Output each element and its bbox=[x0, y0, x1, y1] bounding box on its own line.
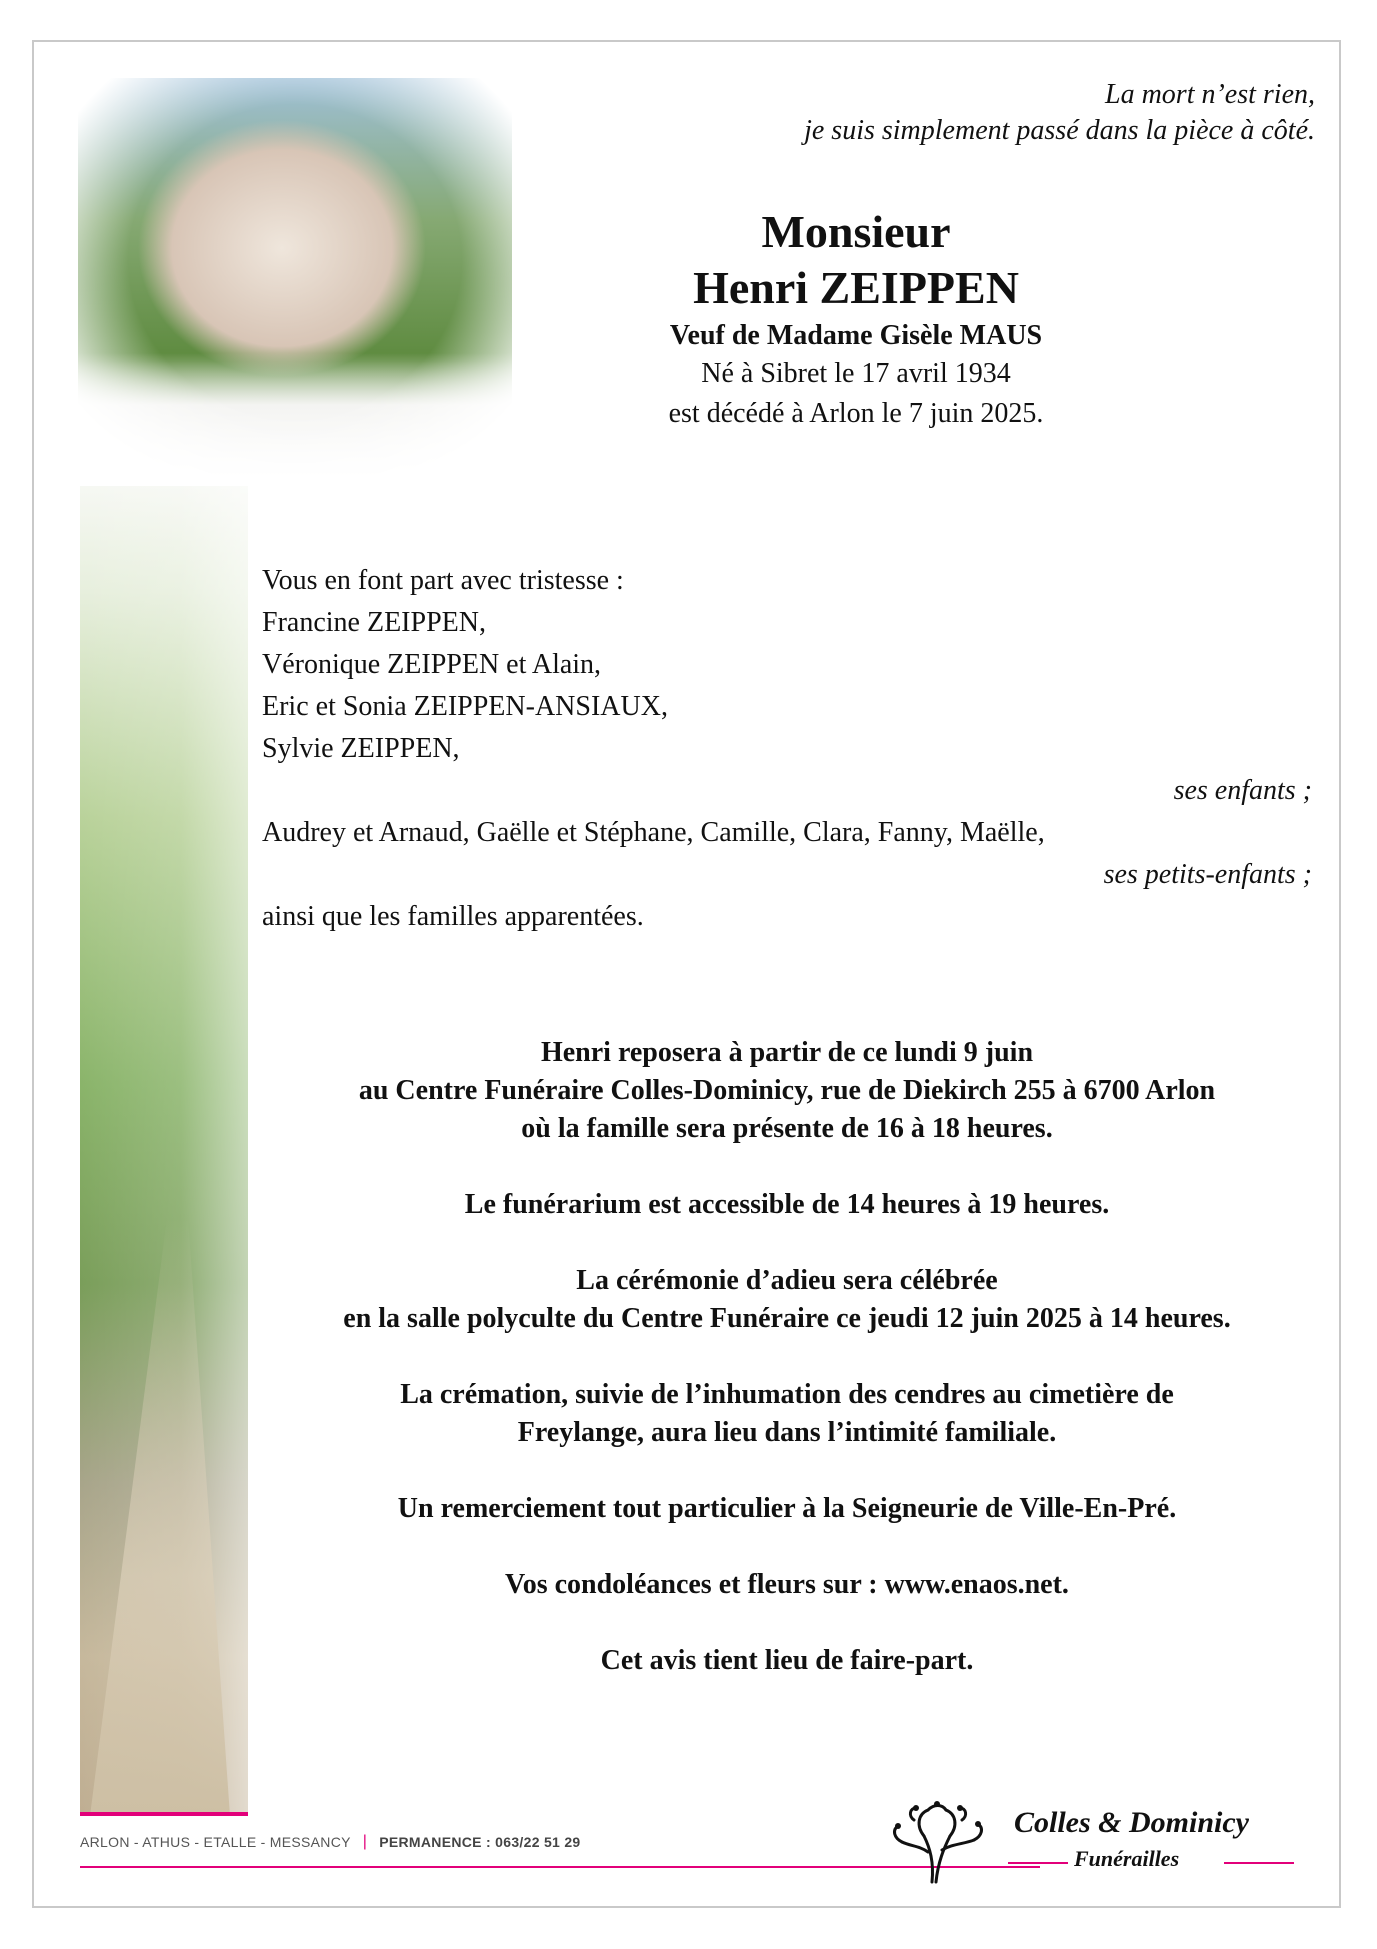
rest-line-1: Henri reposera à partir de ce lundi 9 juin bbox=[540, 1037, 1034, 1068]
grandchildren-label: ses petits-enfants ; bbox=[1103, 859, 1312, 890]
footer-permanence: PERMANENCE : 063/22 51 29 bbox=[379, 1834, 581, 1850]
tree-icon bbox=[884, 1796, 994, 1886]
family-intro: Vous en font part avec tristesse : bbox=[262, 565, 624, 596]
child-line: Véronique ZEIPPEN et Alain, bbox=[262, 649, 602, 680]
notice-paragraph: Cet avis tient lieu de faire-part. bbox=[600, 1645, 974, 1676]
child-line: Francine ZEIPPEN, bbox=[262, 607, 486, 638]
footer-locations: ARLON - ATHUS - ETALLE - MESSANCY bbox=[80, 1834, 351, 1850]
brand-sub-line-left bbox=[1008, 1862, 1068, 1864]
condolences-paragraph: Vos condoléances et fleurs sur : www.enaos.net. bbox=[505, 1569, 1069, 1600]
grandchildren-line: Audrey et Arnaud, Gaëlle et Stéphane, Camille, Clara, Fanny, Maëlle, bbox=[262, 817, 1045, 848]
epigraph-quote bbox=[615, 77, 1315, 149]
death-info: est décédé à Arlon le 7 juin 2025. bbox=[668, 398, 1044, 429]
ceremony-line-2: en la salle polyculte du Centre Funéraire ce jeudi 12 juin 2025 à 14 heures. bbox=[343, 1303, 1231, 1334]
child-line: Sylvie ZEIPPEN, bbox=[262, 733, 460, 764]
forest-path-strip bbox=[80, 486, 248, 1816]
funeral-information bbox=[262, 1034, 1312, 1718]
children-label: ses enfants ; bbox=[1173, 775, 1312, 806]
cremation-line-1: La crémation, suivie de l’inhumation des cendres au cimetière de bbox=[400, 1379, 1174, 1410]
footer-contact bbox=[80, 1833, 581, 1851]
brand-subtitle: Funérailles bbox=[1074, 1846, 1180, 1871]
ceremony-line-1: La cérémonie d’adieu sera célébrée bbox=[576, 1265, 998, 1296]
child-line: Eric et Sonia ZEIPPEN-ANSIAUX, bbox=[262, 691, 668, 722]
family-announcement bbox=[262, 560, 1312, 938]
strip-accent-bar bbox=[80, 1812, 248, 1816]
deceased-name: Henri ZEIPPEN bbox=[693, 262, 1019, 313]
widow-of: Veuf de Madame Gisèle MAUS bbox=[669, 320, 1043, 351]
quote-line-2: je suis simplement passé dans la pièce à côté. bbox=[804, 115, 1315, 146]
footer-separator: | bbox=[362, 1833, 368, 1850]
access-paragraph: Le funérarium est accessible de 14 heures à 19 heures. bbox=[464, 1189, 1110, 1220]
portrait-shirt bbox=[78, 353, 512, 483]
rest-paragraph bbox=[262, 1034, 1312, 1148]
rest-line-3: où la famille sera présente de 16 à 18 heures. bbox=[521, 1113, 1053, 1144]
cremation-paragraph bbox=[262, 1376, 1312, 1452]
brand-sub-line-right bbox=[1224, 1862, 1294, 1864]
brand-name: Colles & Dominicy bbox=[1014, 1806, 1249, 1839]
portrait-photo bbox=[78, 78, 512, 483]
funeral-home-logo bbox=[884, 1796, 1304, 1886]
quote-line-1: La mort n’est rien, bbox=[1105, 79, 1315, 110]
cremation-line-2: Freylange, aura lieu dans l’intimité familiale. bbox=[517, 1417, 1057, 1448]
relatives-line: ainsi que les familles apparentées. bbox=[262, 901, 644, 932]
birth-info: Né à Sibret le 17 avril 1934 bbox=[701, 358, 1011, 389]
thanks-paragraph: Un remerciement tout particulier à la Seigneurie de Ville-En-Pré. bbox=[397, 1493, 1177, 1524]
civility: Monsieur bbox=[761, 206, 951, 257]
rest-line-2: au Centre Funéraire Colles-Dominicy, rue de Diekirch 255 à 6700 Arlon bbox=[358, 1075, 1216, 1106]
ceremony-paragraph bbox=[262, 1262, 1312, 1338]
forest-path bbox=[90, 1218, 230, 1817]
deceased-identity bbox=[560, 204, 1152, 434]
